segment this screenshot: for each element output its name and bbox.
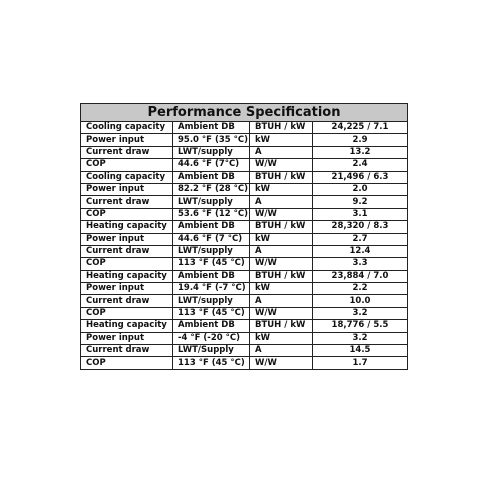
value-cell: 21,496 / 6.3 xyxy=(313,171,408,183)
parameter-cell: Heating capacity xyxy=(81,320,173,332)
condition-cell: Ambient DB xyxy=(173,171,250,183)
value-cell: 28,320 / 8.3 xyxy=(313,221,408,233)
value-cell: 2.4 xyxy=(313,159,408,171)
table-row xyxy=(81,171,408,183)
table-row xyxy=(81,345,408,357)
unit-cell: W/W xyxy=(250,357,313,369)
condition-cell: 44.6 °F (7 °C) xyxy=(173,233,250,245)
parameter-cell: Cooling capacity xyxy=(81,122,173,134)
condition-cell: 95.0 °F (35 °C) xyxy=(173,134,250,146)
unit-cell: kW xyxy=(250,332,313,344)
unit-cell: BTUH / kW xyxy=(250,270,313,282)
unit-cell: A xyxy=(250,245,313,257)
table-row xyxy=(81,307,408,319)
condition-cell: Ambient DB xyxy=(173,221,250,233)
parameter-cell: Power input xyxy=(81,283,173,295)
value-cell: 3.2 xyxy=(313,332,408,344)
condition-cell: LWT/supply xyxy=(173,295,250,307)
unit-cell: W/W xyxy=(250,258,313,270)
table-row xyxy=(81,134,408,146)
table-row xyxy=(81,357,408,369)
unit-cell: A xyxy=(250,295,313,307)
value-cell: 3.3 xyxy=(313,258,408,270)
unit-cell: BTUH / kW xyxy=(250,171,313,183)
table-row xyxy=(81,245,408,257)
unit-cell: A xyxy=(250,146,313,158)
table-row xyxy=(81,146,408,158)
table-row xyxy=(81,295,408,307)
condition-cell: 44.6 °F (7°C) xyxy=(173,159,250,171)
performance-spec-table xyxy=(80,103,408,370)
unit-cell: BTUH / kW xyxy=(250,320,313,332)
unit-cell: W/W xyxy=(250,208,313,220)
parameter-cell: Power input xyxy=(81,134,173,146)
parameter-cell: Heating capacity xyxy=(81,270,173,282)
parameter-cell: COP xyxy=(81,307,173,319)
table-row xyxy=(81,258,408,270)
condition-cell: Ambient DB xyxy=(173,270,250,282)
unit-cell: kW xyxy=(250,233,313,245)
value-cell: 3.2 xyxy=(313,307,408,319)
value-cell: 2.0 xyxy=(313,183,408,195)
parameter-cell: COP xyxy=(81,258,173,270)
table-body xyxy=(81,122,408,370)
value-cell: 12.4 xyxy=(313,245,408,257)
value-cell: 23,884 / 7.0 xyxy=(313,270,408,282)
parameter-cell: COP xyxy=(81,159,173,171)
condition-cell: Ambient DB xyxy=(173,122,250,134)
condition-cell: 113 °F (45 °C) xyxy=(173,307,250,319)
condition-cell: 19.4 °F (-7 °C) xyxy=(173,283,250,295)
value-cell: 2.7 xyxy=(313,233,408,245)
table-title: Performance Specification xyxy=(81,104,408,122)
parameter-cell: Power input xyxy=(81,183,173,195)
condition-cell: 82.2 °F (28 °C) xyxy=(173,183,250,195)
parameter-cell: Current draw xyxy=(81,146,173,158)
value-cell: 1.7 xyxy=(313,357,408,369)
unit-cell: kW xyxy=(250,134,313,146)
table-row xyxy=(81,332,408,344)
value-cell: 10.0 xyxy=(313,295,408,307)
unit-cell: W/W xyxy=(250,159,313,171)
table-row xyxy=(81,221,408,233)
value-cell: 2.2 xyxy=(313,283,408,295)
performance-spec-table-container xyxy=(80,103,407,370)
unit-cell: W/W xyxy=(250,307,313,319)
condition-cell: LWT/Supply xyxy=(173,345,250,357)
value-cell: 2.9 xyxy=(313,134,408,146)
value-cell: 24,225 / 7.1 xyxy=(313,122,408,134)
unit-cell: BTUH / kW xyxy=(250,221,313,233)
parameter-cell: Heating capacity xyxy=(81,221,173,233)
parameter-cell: COP xyxy=(81,208,173,220)
parameter-cell: Current draw xyxy=(81,196,173,208)
condition-cell: 113 °F (45 °C) xyxy=(173,258,250,270)
unit-cell: A xyxy=(250,196,313,208)
table-row xyxy=(81,283,408,295)
parameter-cell: Power input xyxy=(81,233,173,245)
unit-cell: BTUH / kW xyxy=(250,122,313,134)
value-cell: 3.1 xyxy=(313,208,408,220)
table-row xyxy=(81,196,408,208)
condition-cell: LWT/supply xyxy=(173,146,250,158)
table-title-row xyxy=(81,104,408,122)
table-row xyxy=(81,183,408,195)
parameter-cell: COP xyxy=(81,357,173,369)
parameter-cell: Cooling capacity xyxy=(81,171,173,183)
parameter-cell: Current draw xyxy=(81,245,173,257)
table-row xyxy=(81,159,408,171)
value-cell: 18,776 / 5.5 xyxy=(313,320,408,332)
parameter-cell: Power input xyxy=(81,332,173,344)
parameter-cell: Current draw xyxy=(81,345,173,357)
condition-cell: -4 °F (-20 °C) xyxy=(173,332,250,344)
value-cell: 9.2 xyxy=(313,196,408,208)
table-row xyxy=(81,233,408,245)
condition-cell: 113 °F (45 °C) xyxy=(173,357,250,369)
condition-cell: Ambient DB xyxy=(173,320,250,332)
table-row xyxy=(81,270,408,282)
condition-cell: LWT/supply xyxy=(173,245,250,257)
value-cell: 13.2 xyxy=(313,146,408,158)
parameter-cell: Current draw xyxy=(81,295,173,307)
unit-cell: A xyxy=(250,345,313,357)
condition-cell: 53.6 °F (12 °C) xyxy=(173,208,250,220)
value-cell: 14.5 xyxy=(313,345,408,357)
condition-cell: LWT/supply xyxy=(173,196,250,208)
unit-cell: kW xyxy=(250,283,313,295)
table-row xyxy=(81,320,408,332)
unit-cell: kW xyxy=(250,183,313,195)
table-row xyxy=(81,208,408,220)
table-row xyxy=(81,122,408,134)
